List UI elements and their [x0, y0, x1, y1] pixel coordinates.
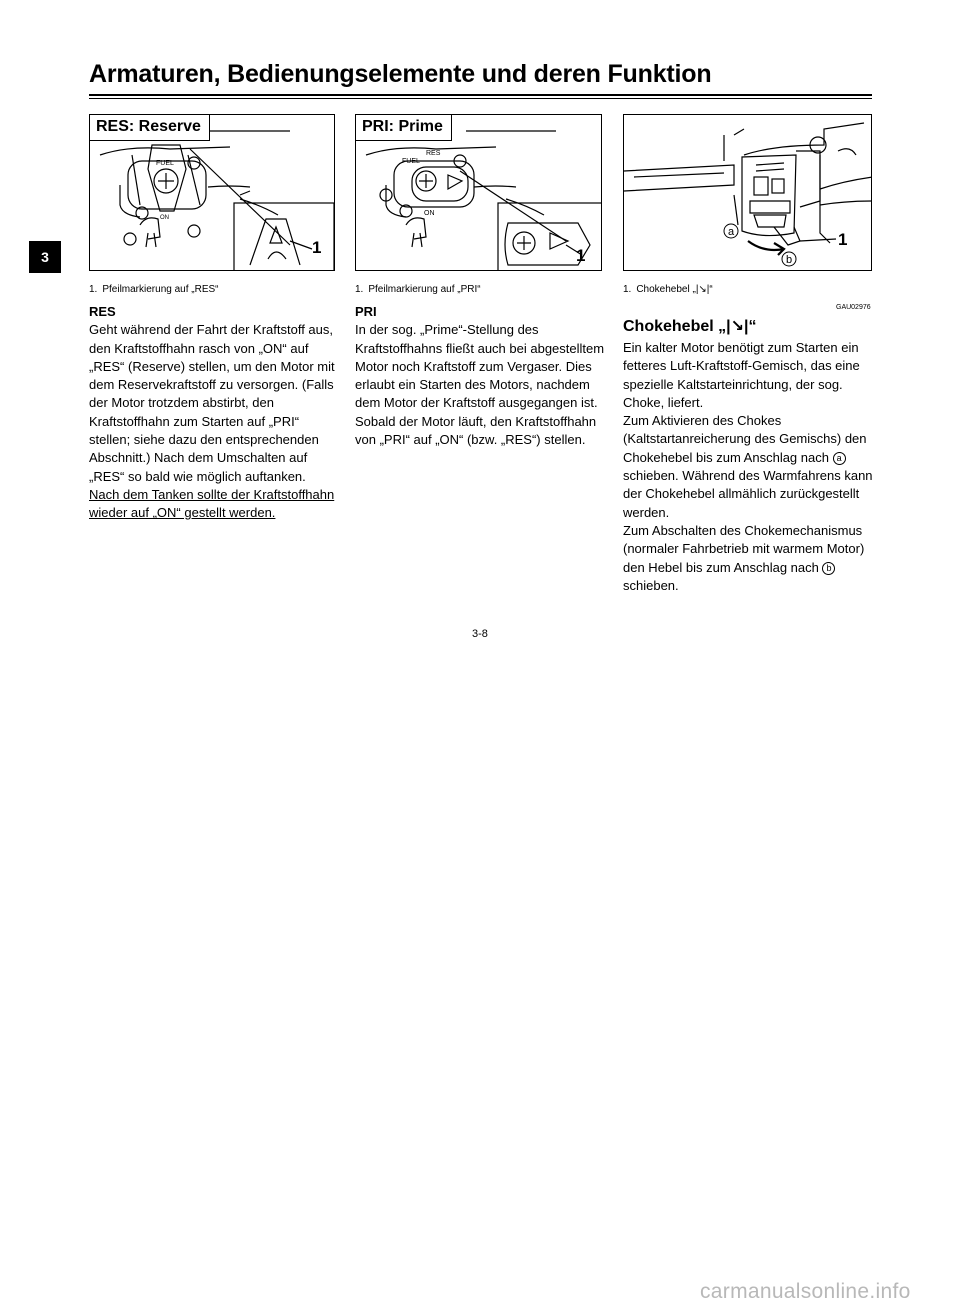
- marker-b: b: [822, 562, 835, 575]
- section-pri: [355, 303, 605, 449]
- marker-a: a: [727, 226, 735, 238]
- fuel-tap-res-label: RES: [426, 150, 441, 157]
- figure-label: RES: Reserve: [90, 115, 210, 141]
- figure-caption-res: 1. Pfeilmarkierung auf „RES“: [89, 284, 219, 295]
- section-heading: RES: [89, 304, 116, 319]
- fuel-tap-label: FUEL: [402, 158, 420, 165]
- header-rule: [89, 94, 872, 96]
- callout-1: 1: [576, 246, 586, 265]
- section-title: Chokehebel „|↘|“: [623, 318, 757, 335]
- choke-lever-illustration: [624, 115, 872, 271]
- fuel-tap-on-label: ON: [424, 210, 435, 217]
- page-number: 3-8: [472, 628, 488, 640]
- fuel-tap-on-label: ON: [160, 215, 169, 221]
- figure-pri-prime: [355, 114, 602, 271]
- figure-caption-pri: 1. Pfeilmarkierung auf „PRI“: [355, 284, 481, 295]
- figure-res-reserve: [89, 114, 335, 271]
- callout-1: 1: [838, 230, 848, 249]
- paragraph: In der sog. „Prime“-Stellung des Kraftstoffhahns fließt auch bei abgestelltem Motor noch Kraftstoff zum Vergaser. Dies erlaubt ein Starten des Motors, nachdem dem Motor der Kraftstoff ausgegangen ist. Sobald der Motor läuft, den Kraftstoffhahn von „PRI“ auf „ON“ (bzw. „RES“) stellen.: [355, 322, 605, 448]
- marker-b: b: [785, 254, 793, 266]
- marker-a: a: [833, 452, 846, 465]
- paragraph: [623, 522, 875, 595]
- paragraph-text: Zum Abschalten des Chokemechanismus (normaler Fahrbetrieb mit warmem Motor) den Hebel bis zum Anschlag nach: [623, 522, 865, 575]
- paragraph: Geht während der Fahrt der Kraftstoff aus, den Kraftstoffhahn rasch von „ON“ auf „RES“ (Reserve) stellen, um den Motor mit dem Reservekraftstoff zu versorgen. (Falls der Motor trotzdem abstirbt, den Kraftstoffhahn zum Starten auf „PRI“ stellen; siehe dazu den entsprechenden Abschnitt.) Nach dem Umschalten auf „RES“ so bald wie möglich auftanken.: [89, 322, 335, 484]
- watermark: carmanualsonline.info: [700, 1280, 911, 1303]
- page-title: Armaturen, Bedienungselemente und deren Funktion: [89, 60, 712, 88]
- figure-caption-choke: 1. Chokehebel „|↘|“: [623, 284, 713, 295]
- paragraph-text: schieben.: [623, 577, 679, 593]
- figure-choke-lever: [623, 114, 872, 271]
- callout-1: 1: [312, 238, 322, 257]
- section-res: [89, 303, 339, 523]
- underlined-note: Nach dem Tanken sollte der Kraftstoffhahn wieder auf „ON“ gestellt werden.: [89, 486, 335, 521]
- paragraph: [623, 412, 875, 522]
- paragraph-text: Zum Aktivieren des Chokes (Kaltstartanreicherung des Gemischs) den Chokehebel bis zum Anschlag nach: [623, 413, 867, 465]
- paragraph: Ein kalter Motor benötigt zum Starten ein fetteres Luft-Kraftstoff-Gemisch, das eine spezielle Kaltstarteinrichtung, der sog. Choke, liefert.: [623, 340, 860, 410]
- header-rule-thin: [89, 98, 872, 99]
- section-choke: [623, 317, 875, 595]
- chapter-tab: 3: [29, 241, 61, 273]
- figure-label: PRI: Prime: [356, 115, 452, 141]
- section-heading: PRI: [355, 304, 377, 319]
- paragraph-text: schieben. Während des Warmfahrens kann der Chokehebel allmählich zurückgestellt werden.: [623, 468, 873, 520]
- reference-code: GAU02976: [836, 304, 871, 311]
- fuel-tap-label: FUEL: [156, 160, 174, 167]
